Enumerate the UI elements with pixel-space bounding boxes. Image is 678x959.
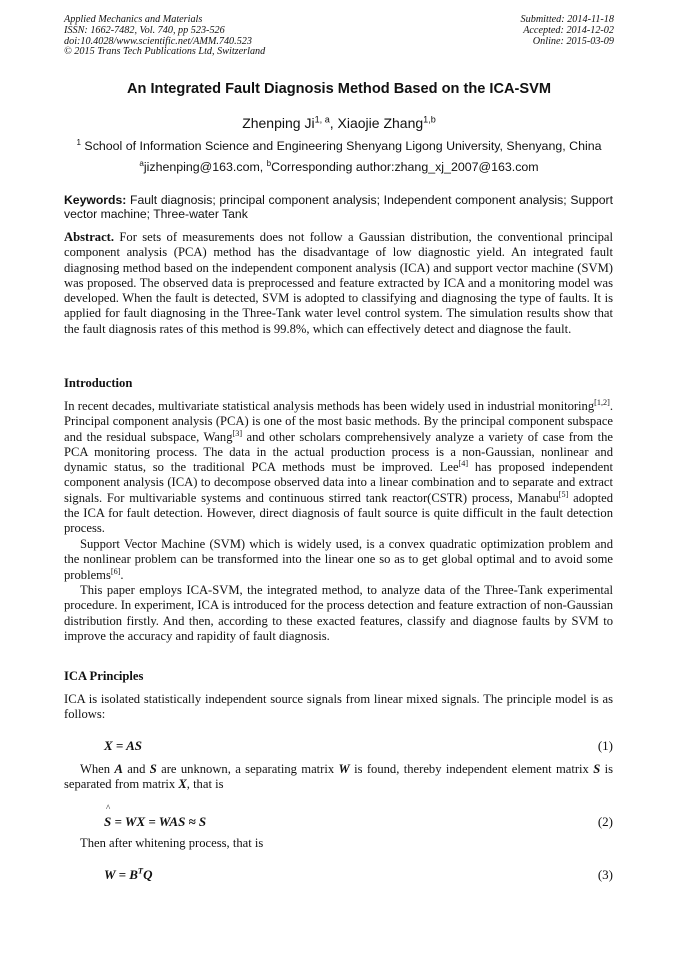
email-a: jizhenping@163.com, xyxy=(143,160,267,174)
abstract xyxy=(64,230,613,337)
introduction-paragraph-3: This paper employs ICA-SVM, the integrated method, to analyze data of the Three-Tank experimental procedure. In experiment, ICA is introduced for the process detection and feature extraction of non-Gaussian distribution firstly. And then, according to these exacted features, classify and diagnose faults by SVM to improve the accuracy and rapidity of fault diagnosis. xyxy=(64,583,613,643)
paper-title: An Integrated Fault Diagnosis Method Based on the ICA-SVM xyxy=(126,81,552,97)
keywords xyxy=(64,193,613,221)
introduction-heading: Introduction xyxy=(64,376,133,390)
author-line xyxy=(0,115,678,131)
equation-2-hat: ^ xyxy=(106,803,111,813)
intro-p2-text-b: . xyxy=(120,567,124,582)
ica-p2-text-c: are unknown, a separating matrix xyxy=(156,762,339,776)
journal-header-right xyxy=(521,15,614,47)
citation-ref: [5] xyxy=(558,489,569,499)
author-1-sup: 1, a xyxy=(314,114,330,125)
affiliation-line xyxy=(0,139,678,153)
equation-3-body xyxy=(104,867,152,883)
citation-ref: [1,2] xyxy=(594,397,610,407)
journal-header-left xyxy=(64,15,265,58)
equation-1-body: X = AS xyxy=(104,738,142,753)
matrix-symbol: S xyxy=(149,762,157,776)
equation-3-transpose: T xyxy=(137,865,144,876)
matrix-symbol: S xyxy=(593,762,601,776)
affiliation-text: School of Information Science and Engineering Shenyang Ligong University, Shenyang, China xyxy=(80,139,602,153)
intro-p1-text-b: . Principal component analysis (PCA) is one of the most basic methods. By the principal component subspace and the residual subspace, Wang xyxy=(64,399,613,444)
equation-2-number: (2) xyxy=(597,814,613,829)
matrix-symbol: W xyxy=(338,762,350,776)
submitted-date: Submitted: 2014-11-18 xyxy=(520,14,614,25)
citation-ref: [3] xyxy=(232,428,243,438)
journal-issn: ISSN: 1662-7482, Vol. 740, pp 523-526 xyxy=(64,24,225,36)
keywords-text: Fault diagnosis; principal component analysis; Independent component analysis; Support vector machine; Three-water Tank xyxy=(64,193,613,222)
journal-copyright: © 2015 Trans Tech Publications Ltd, Switzerland xyxy=(64,46,266,58)
intro-p1-text-d: has proposed independent component analysis (ICA) to decompose observed data into a linear combination and to separate and extract signals. For multivariable systems and continuous stirred tank reactor(CSTR) process, Manabu xyxy=(64,460,613,505)
email-b-sup: b xyxy=(266,158,272,168)
email-line xyxy=(0,160,678,174)
matrix-symbol: X xyxy=(178,777,187,792)
equation-3-number: (3) xyxy=(597,867,613,882)
ica-p2-text-b: and xyxy=(122,762,150,776)
email-a-sup: a xyxy=(139,158,144,168)
ica-principles-heading: ICA Principles xyxy=(64,669,144,683)
equation-1 xyxy=(64,738,613,756)
abstract-label: Abstract. xyxy=(64,230,115,244)
intro-p1-text-e: adopted the ICA for fault detection. However, direct diagnosis of fault source is quite difficult in the fault detection process. xyxy=(64,490,613,536)
author-2-sup: 1,b xyxy=(423,114,436,125)
journal-name: Applied Mechanics and Materials xyxy=(64,14,203,25)
ica-paragraph-1: ICA is isolated statistically independent source signals from linear mixed signals. The principle model is as follows: xyxy=(64,692,613,722)
keywords-label: Keywords: xyxy=(64,193,127,207)
ica-paragraph-2 xyxy=(64,762,613,793)
abstract-text: For sets of measurements does not follow a Gaussian distribution, the conventional principal component analysis (PCA) method has the disadvantage of low diagnostic yield. An integrated fault diagnosing method based on the independent component analysis (ICA) and support vector machine (SVM) was proposed. The observed data is preprocessed and feature extracted by ICA and a monitoring model was developed. When the fault is detected, SVM is adopted to classifying and diagnosing the type of faults. It is applied for fault diagnosing in the Three-Tank water level control system. The simulation results show that the fault diagnosis rates of this method is 99.8%, which can effectively detect and diagnose the fault. xyxy=(64,230,613,336)
author-1-name: Zhenping Ji xyxy=(242,115,315,131)
email-b: Corresponding author:zhang_xj_2007@163.com xyxy=(271,160,539,174)
author-separator: , xyxy=(329,115,338,131)
intro-p1-text-c: and other scholars comprehensively analyze a variety of case from the PCA monitoring process. The data in the actual production process is a non-Gaussian, nonlinear and dynamic status, so the traditional PCA methods must be improved. Lee xyxy=(64,429,613,475)
journal-doi: doi:10.4028/www.scientific.net/AMM.740.523 xyxy=(64,35,252,47)
accepted-date: Accepted: 2014-12-02 xyxy=(523,24,614,36)
author-2-name: Xiaojie Zhang xyxy=(337,115,424,131)
affiliation-sup: 1 xyxy=(76,137,81,147)
equation-3 xyxy=(64,867,613,885)
ica-p2-text-e: is separated from matrix xyxy=(64,762,613,792)
ica-paragraph-3: Then after whitening process, that is xyxy=(80,836,264,850)
equation-2-body: S = WX = WAS ≈ S xyxy=(104,814,207,829)
citation-ref: [4] xyxy=(458,459,469,468)
equation-3-rhs: Q xyxy=(143,867,153,882)
ica-p2-text-d: is found, thereby independent element matrix xyxy=(349,762,594,776)
matrix-symbol: A xyxy=(114,762,123,776)
citation-ref: [6] xyxy=(110,566,121,576)
equation-1-number: (1) xyxy=(597,738,613,753)
introduction-paragraph-2 xyxy=(64,537,613,583)
introduction-paragraph-1 xyxy=(64,399,613,537)
equation-3-lhs: W = B xyxy=(104,867,138,882)
ica-p2-text-a: When xyxy=(80,762,115,776)
intro-p2-text-a: Support Vector Machine (SVM) which is widely used, is a convex quadratic optimization problem and the nonlinear problem can be transformed into the linear one so as to get global optimal and to avoid some problems xyxy=(64,537,613,582)
online-date: Online: 2015-03-09 xyxy=(532,35,614,47)
intro-p1-text-a: In recent decades, multivariate statistical analysis methods has been widely used in industrial monitoring xyxy=(64,399,595,413)
equation-2 xyxy=(64,803,613,832)
ica-p2-text-f: , that is xyxy=(186,777,224,792)
